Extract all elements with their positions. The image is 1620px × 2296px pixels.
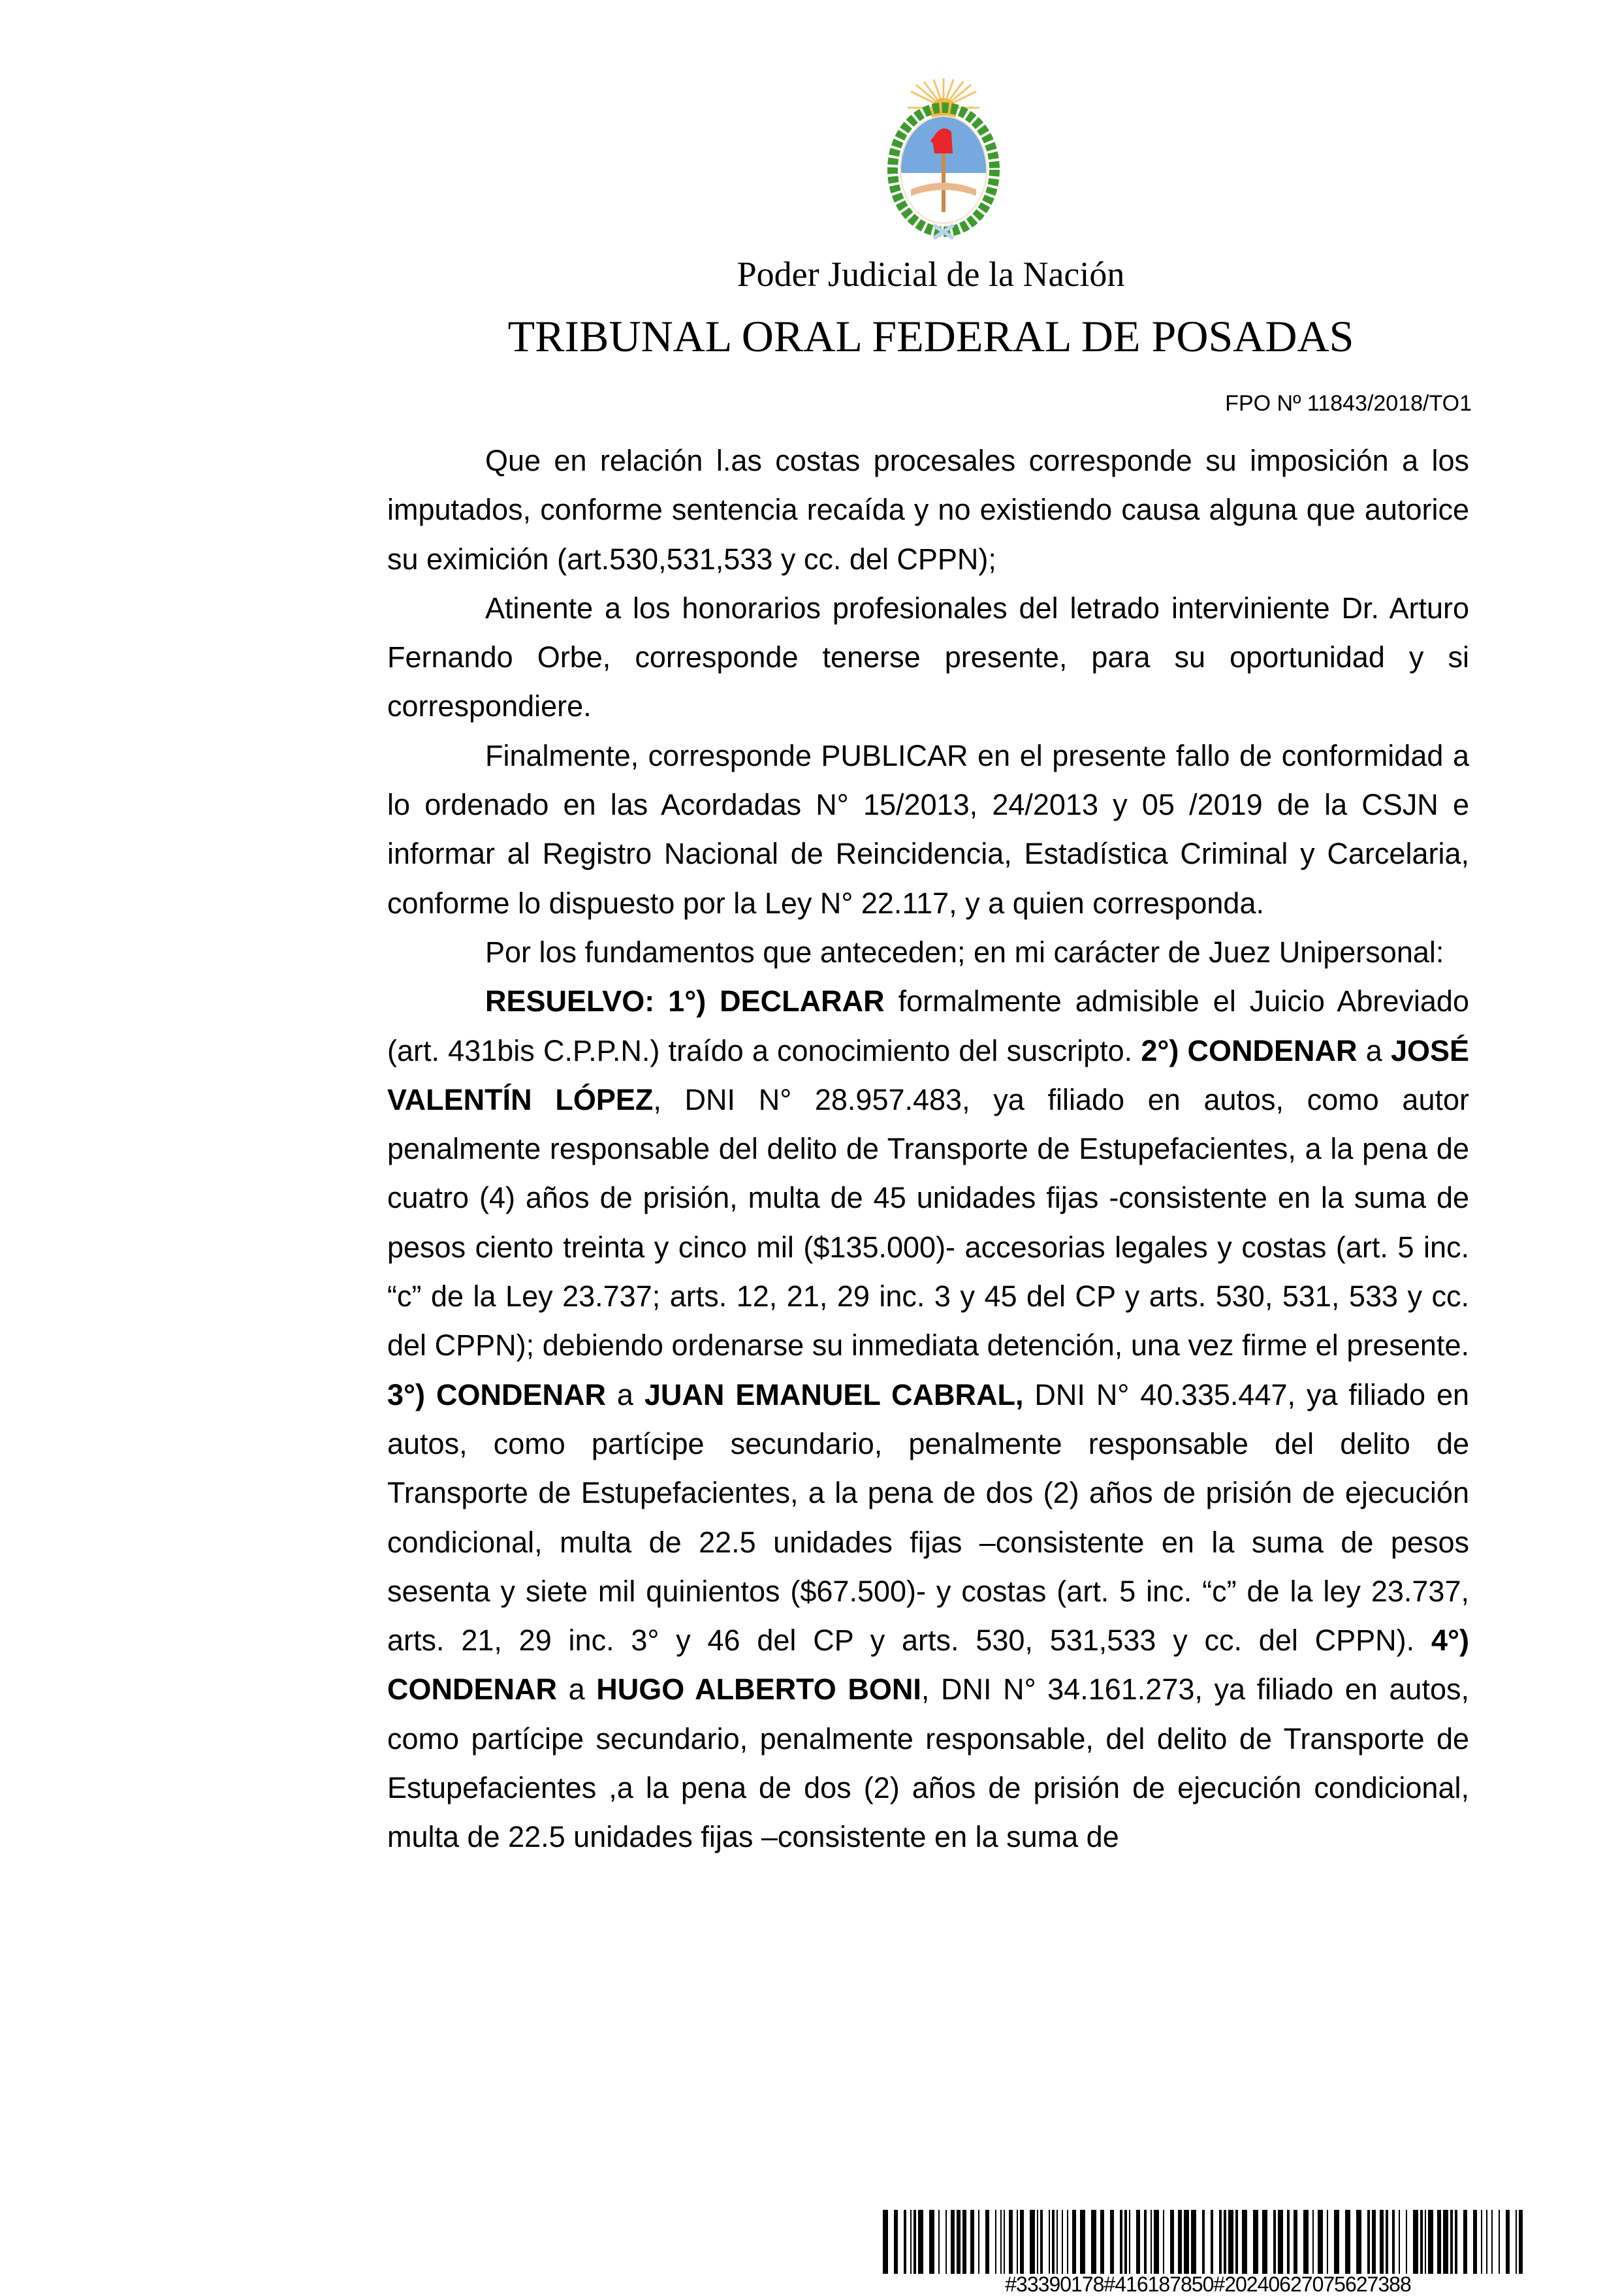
resolution-1-label: RESUELVO: 1°) DECLARAR bbox=[485, 984, 885, 1018]
court-name: TRIBUNAL ORAL FEDERAL DE POSADAS bbox=[507, 311, 1354, 361]
resolution-2-text: , DNI N° 28.957.483, ya filiado en autos, como autor penalmente responsable del delito de Transporte de Estupefacientes, a la pena de cuatro (4) años de prisión, multa de 45 unidades fijas -consistente en la suma de pesos ciento treinta y cinco mil ($135.000)- accesorias legales y costas (art. 5 inc. “c” de la Ley 23.737; arts. 12, 21, 29 inc. 3 y 45 del CP y arts. 530, 531, 533 y cc. del CPPN); debiendo ordenarse su inmediata detención, una vez firme el presente. bbox=[387, 1082, 1469, 1362]
defendant-name-3: HUGO ALBERTO BONI bbox=[596, 1673, 921, 1706]
connector: a bbox=[1357, 1033, 1391, 1067]
institution-name: Poder Judicial de la Nación bbox=[737, 255, 1125, 294]
defendant-name-1: JOSÉ VALENTÍN LÓPEZ bbox=[387, 1033, 1469, 1116]
argentina-coat-of-arms-icon bbox=[878, 78, 1009, 242]
paragraph-resolucion bbox=[387, 977, 1469, 1861]
paragraph-honorarios: Atinente a los honorarios profesionales del letrado interviniente Dr. Arturo Fernando Orbe, corresponde tenerse presente, para su oportunidad y si correspondiere. bbox=[387, 591, 1469, 723]
resolution-4-label: 4°) CONDENAR bbox=[387, 1624, 1469, 1706]
resolution-3-text: DNI N° 40.335.447, ya filiado en autos, como partícipe secundario, penalmente responsable del delito de Transporte de Estupefacientes, a la pena de dos (2) años de prisión de ejecución condicional, multa de 22.5 unidades fijas –consistente en la suma de pesos sesenta y siete mil quinientos ($67.500)- y costas (art. 5 inc. “c” de la ley 23.737, arts. 21, 29 inc. 3° y 46 del CP y arts. 530, 531,533 y cc. del CPPN). bbox=[387, 1377, 1470, 1658]
connector: a bbox=[605, 1377, 644, 1411]
resolution-1-text: formalmente admisible el Juicio Abreviado (art. 431bis C.P.P.N.) traído a conocimiento del suscripto. bbox=[387, 984, 1469, 1067]
paragraph-fundamentos: Por los fundamentos que anteceden; en mi carácter de Juez Unipersonal: bbox=[485, 935, 1444, 969]
barcode-text: #33390178#416187850#20240627075627388 bbox=[1005, 2272, 1411, 2296]
paragraph-publicar: Finalmente, corresponde PUBLICAR en el presente fallo de conformidad a lo ordenado en las Acordadas N° 15/2013, 24/2013 y 05 /2019 de la CSJN e informar al Registro Nacional de Reincidencia, Estadística Criminal y Carcelaria, conforme lo dispuesto por la Ley N° 22.117, y a quien corresponda. bbox=[387, 738, 1469, 920]
document-body bbox=[387, 436, 1469, 1862]
connector: a bbox=[557, 1673, 597, 1706]
paragraph-costas: Que en relación l.as costas procesales corresponde su imposición a los imputados, conforme sentencia recaída y no existiendo causa alguna que autorice su eximición (art.530,531,533 y cc. del CPPN); bbox=[387, 444, 1469, 576]
resolution-4-text: , DNI N° 34.161.273, ya filiado en autos, como partícipe secundario, penalmente responsable, del delito de Transporte de Estupefacientes ,a la pena de dos (2) años de prisión de ejecución condicional, multa de 22.5 unidades fijas –consistente en la suma de bbox=[387, 1673, 1469, 1854]
defendant-name-2: JUAN EMANUEL CABRAL, bbox=[644, 1377, 1024, 1411]
resolution-3-label: 3°) CONDENAR bbox=[387, 1377, 606, 1411]
case-number: FPO Nº 11843/2018/TO1 bbox=[1225, 391, 1472, 416]
barcode-icon bbox=[883, 2210, 1526, 2274]
resolution-2-label: 2°) CONDENAR bbox=[1141, 1033, 1358, 1067]
